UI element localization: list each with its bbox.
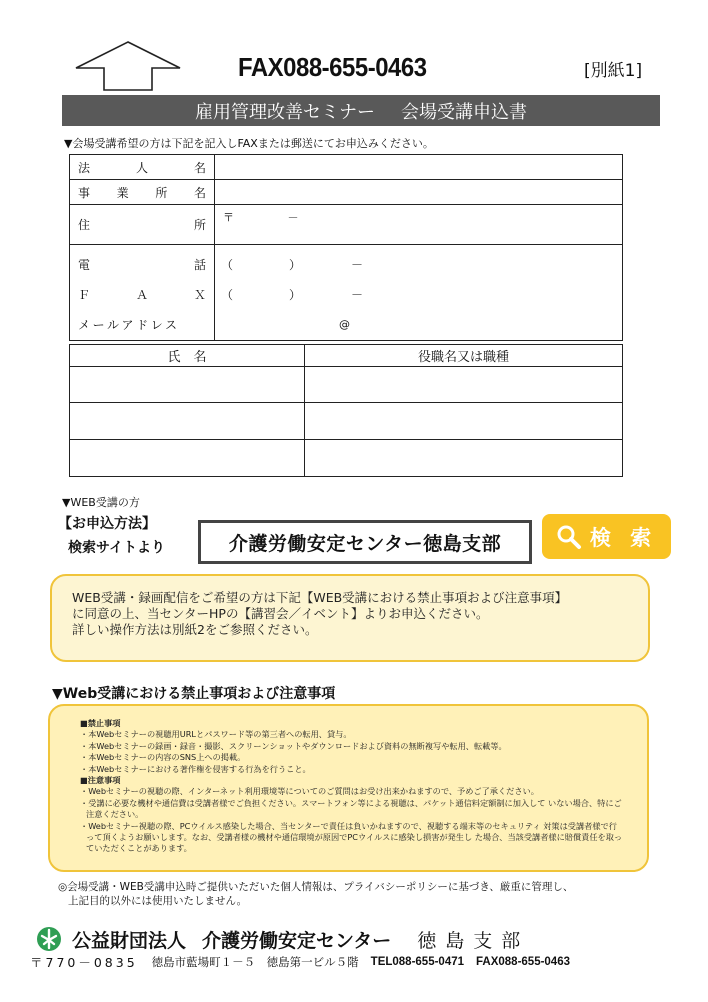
branch-name: 徳島支部 [417,929,530,952]
address-field[interactable] [215,205,623,245]
title-bar [62,95,660,126]
phone-field[interactable]: （ ） － [221,257,364,272]
participants-table [69,344,623,477]
position-column-header: 役職名又は職種 [305,345,623,367]
address-label: 住 所 [70,205,215,245]
privacy-note: ◎会場受講・WEB受講申込時ご提供いただいた個人情報は、プライバシーポリシーに基づき、厳重に管理し、 上記目的以外には使用いたしません。 [58,881,574,907]
postal-mark: 〒 [223,211,234,224]
title-main: 雇用管理改善セミナー [195,101,375,123]
rules-heading: ▼Web受講における禁止事項および注意事項 [52,686,336,702]
caution-item: ・Webセミナー視聴の際、PCウイルス感染した場合、当センターで責任は負いかねますので、視聴する端末等のセキュリティ 対策は受講者様で行って頂くようお願いします。なお、受講者様の機材や通信環境が原因でPCウイルスに感染し損害が発生し た場合、当該受講者様に賠償責任を取っていただくことがあります。 [80,820,623,854]
contact-fields[interactable] [215,245,623,341]
search-icon [556,524,582,550]
web-notice-box: WEB受講・録画配信をご希望の方は下記【WEB受講における禁止事項および注意事項】 に同意の上、当センターHPの【講習会／イベント】よりお申込ください。 詳しい操作方法は別紙2をご参照ください。 [50,574,650,662]
rule-item: ・本Webセミナーの内容のSNS上への掲載。 [80,752,246,763]
title-sub: 会場受講申込書 [401,101,527,123]
footer-address [30,953,670,971]
caution-item: ・受講に必要な機材や通信費は受講者様でご負担ください。スマートフォン等による視聴は、パケット通信料定額制に加入して いない場合、特にご注意ください。 [80,797,622,820]
search-button[interactable] [542,514,671,559]
prohibited-title: ■禁止事項 [80,718,121,728]
caution-title: ■注意事項 [80,775,121,786]
participant-position-field[interactable] [305,403,623,440]
up-arrow-icon [72,40,184,92]
organization-name: 公益財団法人 介護労働安定センター [72,929,392,952]
fax-field[interactable]: （ ） － [221,287,364,302]
email-field[interactable]: @ [339,317,350,331]
corporate-name-field[interactable] [215,155,623,180]
email-label: メールアドレス [78,317,180,332]
corporate-name-label: 法 人 名 [70,155,215,180]
postal-code: 〒770－0835 [30,955,138,970]
search-keyword-box[interactable]: 介護労働安定センター徳島支部 [198,520,532,564]
rule-item: ・本Webセミナーの録画・録音・撮影、スクリーンショットやダウンロードおよび資料の無断複写や転用、転載等。 [80,740,507,751]
street-address: 徳島市藍場町１－５ 徳島第一ビル５階 [151,955,359,969]
attachment-label: [別紙1] [584,61,643,81]
footer-org [36,923,656,955]
participant-name-field[interactable] [70,440,305,477]
caution-item: ・Webセミナーの視聴の際、インターネット利用環境等についてのご質問はお受け出来かねますので、予めご了承ください。 [80,786,539,797]
organization-logo-icon [36,926,62,952]
rule-item: ・本Webセミナーの視聴用URLとパスワード等の第三者への転用、貸与。 [80,729,352,740]
participant-position-field[interactable] [305,367,623,403]
application-form [69,154,623,341]
participant-name-field[interactable] [70,403,305,440]
search-button-label: 検 索 [589,525,658,550]
office-name-field[interactable] [215,180,623,205]
web-heading: ▼WEB受講の方 [62,496,140,509]
fax-number-heading: FAX088-655-0463 [238,52,427,82]
participant-name-field[interactable] [70,367,305,403]
name-column-header: 氏 名 [70,345,305,367]
rule-item: ・本Webセミナーにおける著作権を侵害する行為を行うこと。 [80,763,311,774]
office-name-label: 事 業 所 名 [70,180,215,205]
footer-tel: TEL088-655-0471 [370,956,465,968]
contact-labels: 電 話 Ｆ Ａ Ｘ メールアドレス [70,245,215,341]
participant-position-field[interactable] [305,440,623,477]
postal-dash: － [287,211,299,224]
apply-method: 【お申込方法】 検索サイトより [58,516,166,556]
venue-instruction: ▼会場受講希望の方は下記を記入しFAXまたは郵送にてお申込みください。 [64,137,434,150]
rules-box [48,704,649,872]
footer-fax: FAX088-655-0463 [476,956,570,968]
